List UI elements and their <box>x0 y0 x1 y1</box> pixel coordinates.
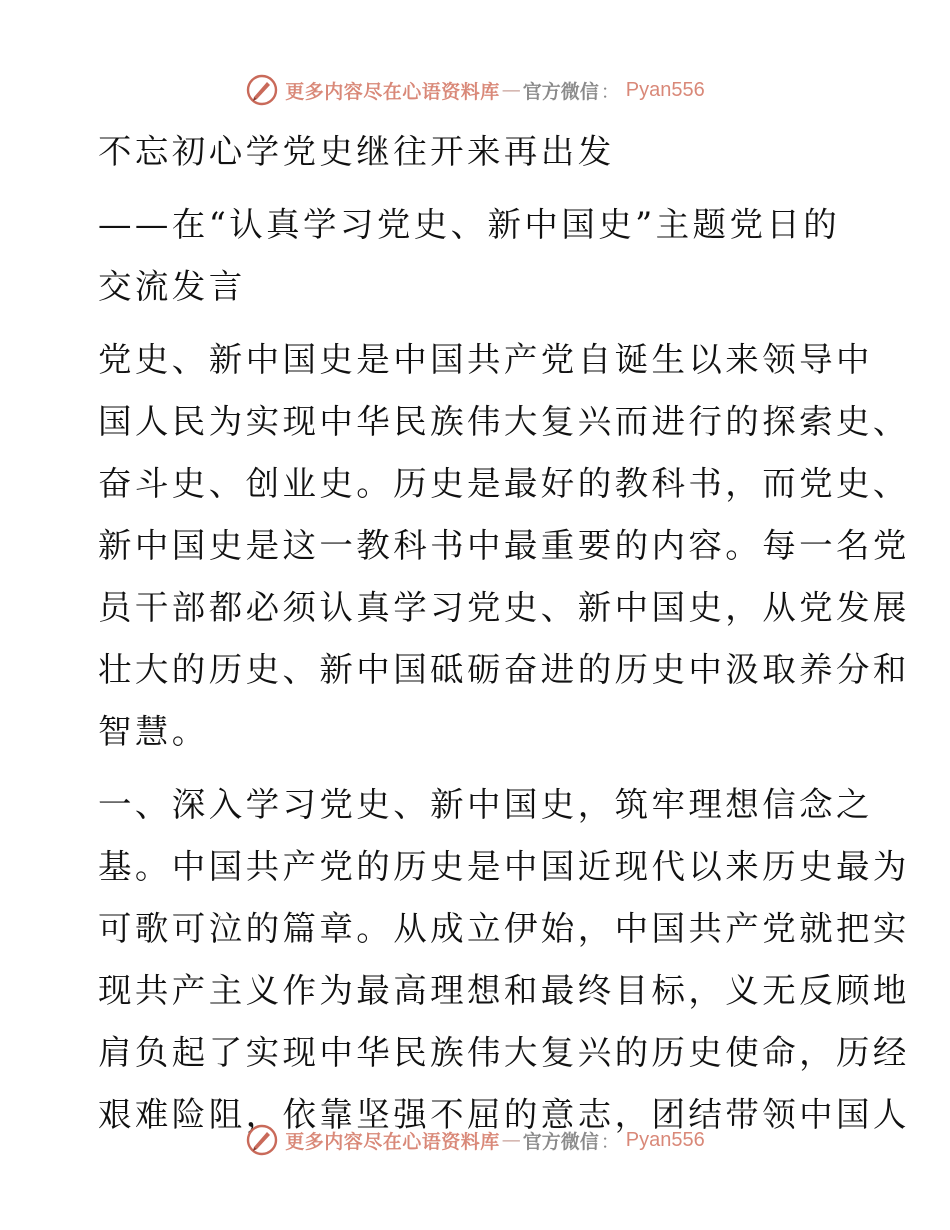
paragraph-line: 智慧。 <box>98 712 209 751</box>
paragraph-line: 一、深入学习党史、新中国史，筑牢理想信念之 <box>98 785 873 824</box>
paragraph-intro <box>98 329 910 763</box>
paragraph-line: 肩负起了实现中华民族伟大复兴的历史使命，历经 <box>98 1033 910 1072</box>
paragraph-line: 员干部都必须认真学习党史、新中国史，从党发展 <box>98 588 910 627</box>
banner-wechat-account: Pyan556 <box>625 78 705 101</box>
banner-wechat-label: 官方微信 <box>522 80 599 103</box>
paragraph-line: 国人民为实现中华民族伟大复兴而进行的探索史、 <box>98 402 910 441</box>
paragraph-section-one <box>98 774 910 1146</box>
paragraph-line: 可歌可泣的篇章。从成立伊始，中国共产党就把实 <box>98 909 910 948</box>
banner-separator: — <box>501 1129 521 1151</box>
banner-colon: ： <box>600 80 620 103</box>
subtitle-line: ——在“认真学习党史、新中国史”主题党日的 <box>98 205 841 244</box>
pen-circle-icon <box>245 73 279 107</box>
paragraph-line: 基。中国共产党的历史是中国近现代以来历史最为 <box>98 847 910 886</box>
document-title: 不忘初心学党史继往开来再出发 <box>98 132 615 171</box>
paragraph-line: 党史、新中国史是中国共产党自诞生以来领导中 <box>98 340 873 379</box>
banner-site-name: 更多内容尽在心语资料库 <box>285 1130 500 1153</box>
banner-wechat-label: 官方微信 <box>522 1130 599 1153</box>
banner-separator: — <box>501 79 521 101</box>
subtitle-line: 交流发言 <box>98 267 246 306</box>
header-watermark-banner <box>0 70 950 110</box>
document-body <box>98 121 910 1146</box>
paragraph-line: 新中国史是这一教科书中最重要的内容。每一名党 <box>98 526 910 565</box>
paragraph-line: 现共产主义作为最高理想和最终目标，义无反顾地 <box>98 971 910 1010</box>
paragraph-line: 壮大的历史、新中国砥砺奋进的历史中汲取养分和 <box>98 650 910 689</box>
paragraph-line: 艰难险阻，依靠坚强不屈的意志，团结带领中国人 <box>98 1095 910 1134</box>
banner-site-name: 更多内容尽在心语资料库 <box>285 80 500 103</box>
banner-colon: ： <box>600 1130 620 1153</box>
pen-circle-icon <box>245 1123 279 1157</box>
paragraph-line: 奋斗史、创业史。历史是最好的教科书，而党史、 <box>98 464 910 503</box>
document-subtitle <box>98 194 858 318</box>
footer-watermark-banner <box>0 1120 950 1160</box>
banner-wechat-account: Pyan556 <box>625 1128 705 1151</box>
